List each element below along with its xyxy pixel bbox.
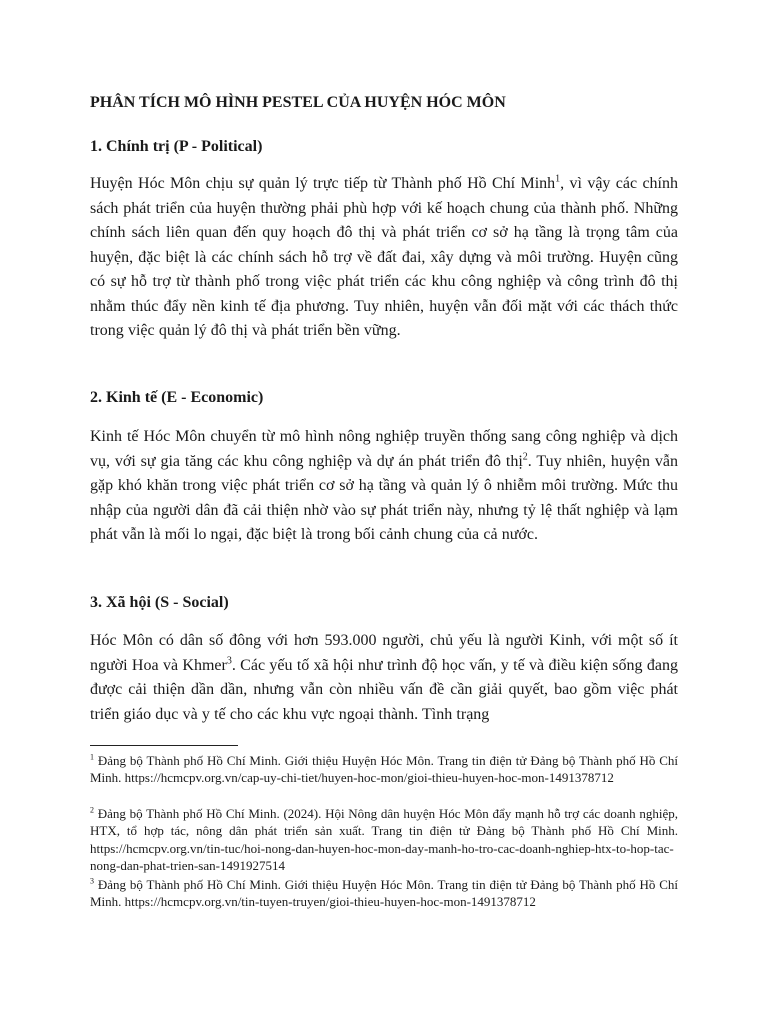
paragraph-text: , vì vậy các chính sách phát triển của huyện thường phải phù hợp với kế hoạch chung của thành phố. Những chính sách liên quan đến quy hoạch đô thị và phát triển cơ sở hạ tầng là trọng tâm của huyện, đặc biệt là các chính sách hỗ trợ về đất đai, xây dựng và môi trường. Huyện cũng có sự hỗ trợ từ thành phố trong việc phát triển các khu công nghiệp và công trình đô thị nhằm thúc đẩy nền kinh tế địa phương. Tuy nhiên, huyện vẫn đối mặt với các thách thức trong việc quản lý đô thị và phát triển bền vững. [90,175,678,339]
footnote-1 [90,752,678,787]
footnote-number: 2 [90,805,94,815]
footnote-separator [90,745,238,746]
paragraph-text: Kinh tế Hóc Môn chuyển từ mô hình nông nghiệp truyền thống sang công nghiệp và dịch vụ, với sự gia tăng các khu công nghiệp và dự án phát triển đô thị [90,428,678,470]
paragraph-text: . Các yếu tố xã hội như trình độ học vấn, y tế và điều kiện sống đang được cải thiện dần dần, nhưng vẫn còn nhiều vấn đề cần giải quyết, bao gồm việc phát triển giáo dục và y tế cho các khu vực ngoại thành. Tình trạng [90,656,678,723]
footnote-text: Đảng bộ Thành phố Hồ Chí Minh. Giới thiệu Huyện Hóc Môn. Trang tin điện tử Đảng bộ Thành phố Hồ Chí Minh. https://hcmcpv.org.vn/cap-uy-chi-tiet/huyen-hoc-mon/gioi-thieu-huyen-hoc-mon-1491378712 [90,753,678,786]
footnote-text: Đảng bộ Thành phố Hồ Chí Minh. Giới thiệu Huyện Hóc Môn. Trang tin điện tử Đảng bộ Thành phố Hồ Chí Minh. https://hcmcpv.org.vn/tin-tuyen-truyen/gioi-thieu-huyen-hoc-mon-1491378712 [90,877,678,910]
footnote-number: 1 [90,752,94,762]
paragraph-text: . Tuy nhiên, huyện vẫn gặp khó khăn trong việc phát triển cơ sở hạ tầng và quản lý ô nhiễm môi trường. Mức thu nhập của người dân đã cải thiện nhờ vào sự phát triển này, nhưng tỷ lệ thất nghiệp và lạm phát vẫn là mối lo ngại, đặc biệt là trong bối cảnh chung của cả nước. [90,452,678,543]
footnote-ref-3[interactable]: 3 [226,655,232,667]
section-heading-political: 1. Chính trị (P - Political) [90,138,263,155]
section-paragraph-social [90,629,678,727]
section-heading-economic: 2. Kinh tế (E - Economic) [90,389,264,406]
footnote-2 [90,805,678,875]
section-paragraph-political [90,172,678,344]
footnote-3 [90,876,678,911]
footnote-text: Đảng bộ Thành phố Hồ Chí Minh. (2024). Hội Nông dân huyện Hóc Môn đẩy mạnh hỗ trợ các doanh nghiệp, HTX, tổ hợp tác, nông dân phát triển sản xuất. Trang tin điện tử Đảng bộ Thành phố Hồ Chí Minh. https://hcmcpv.org.vn/tin-tuc/hoi-nong-dan-huyen-hoc-mon-day-manh-ho-tro-cac-doanh-nghiep-htx-to-hop-tac-nong-dan-phat-trien-san-1491927514 [90,806,678,874]
paragraph-text: Hóc Môn có dân số đông với hơn 593.000 người, chủ yếu là người Kinh, với một số ít người Hoa và Khmer [90,632,678,674]
paragraph-text: Huyện Hóc Môn chịu sự quản lý trực tiếp từ Thành phố Hồ Chí Minh [90,175,556,192]
section-heading-social: 3. Xã hội (S - Social) [90,594,229,611]
page-title: PHÂN TÍCH MÔ HÌNH PESTEL CỦA HUYỆN HÓC MÔN [90,94,506,111]
section-paragraph-economic [90,425,678,548]
footnote-ref-2[interactable]: 2 [522,451,528,463]
footnote-ref-1[interactable]: 1 [555,173,561,185]
footnote-number: 3 [90,876,94,886]
